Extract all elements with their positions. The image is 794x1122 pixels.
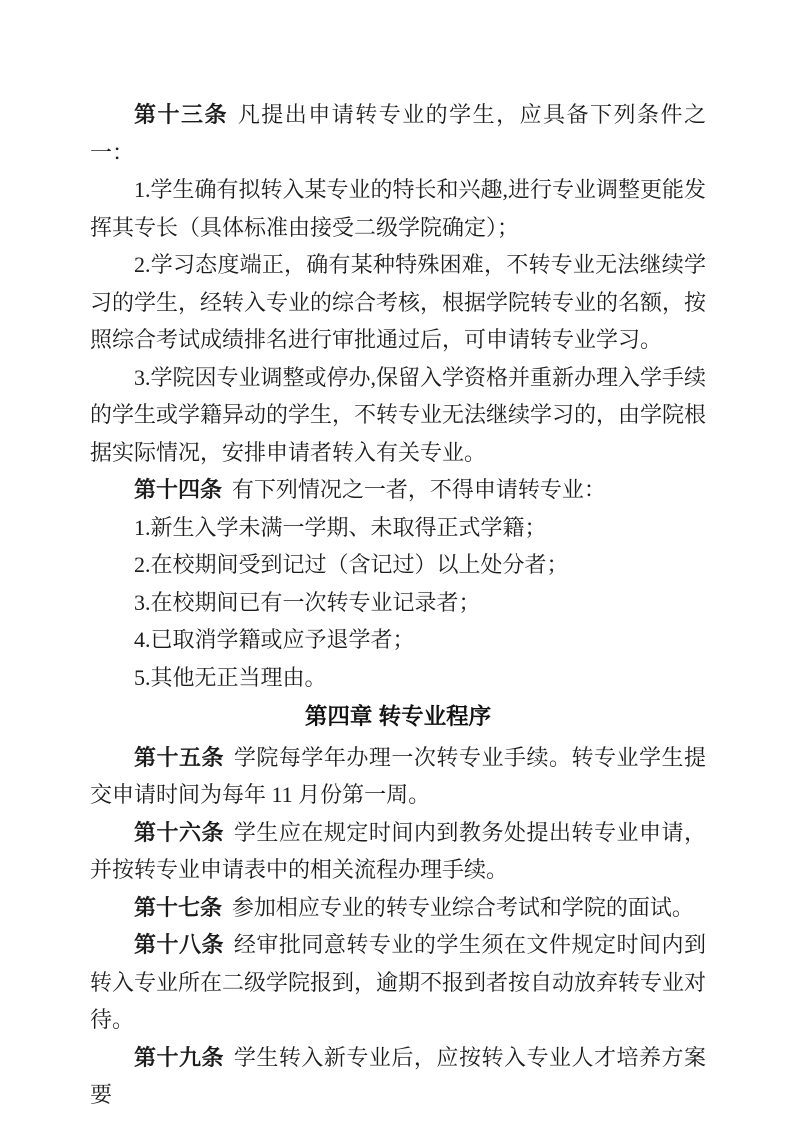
item-text: 5.其他无正当理由。 xyxy=(134,664,327,690)
item-text: 2.在校期间受到记过（含记过）以上处分者； xyxy=(134,552,569,577)
list-item-paragraph xyxy=(90,584,706,622)
list-item-paragraph xyxy=(90,509,706,547)
article-number: 第十三条 xyxy=(134,102,228,127)
article-number: 第十九条 xyxy=(134,1044,225,1070)
article-number: 第十六条 xyxy=(134,819,225,845)
list-item-paragraph xyxy=(90,659,706,697)
article-paragraph xyxy=(90,96,706,171)
article-paragraph xyxy=(90,471,706,509)
list-item-paragraph xyxy=(90,246,706,359)
article-paragraph xyxy=(90,814,706,889)
article-text: 学院每学年办理一次转专业手续。转专业学生提交申请时间为每年 11 月份第一周。 xyxy=(90,744,706,807)
article-paragraph xyxy=(90,889,706,927)
item-text: 3.在校期间已有一次转专业记录者； xyxy=(134,589,481,615)
chapter-heading: 第四章 转专业程序 xyxy=(304,704,492,729)
item-text: 2.学习态度端正，确有某种特殊困难，不转专业无法继续学习的学生，经转入专业的综合考核，根据学院转专业的名额，按照综合考试成绩排名进行审批通过后，可申请转专业学习。 xyxy=(90,252,707,352)
article-text: 凡提出申请转专业的学生，应具备下列条件之一： xyxy=(90,102,706,165)
article-number: 第十四条 xyxy=(134,477,223,502)
article-paragraph xyxy=(90,926,706,1039)
article-text: 有下列情况之一者，不得申请转专业： xyxy=(231,477,606,502)
article-paragraph xyxy=(90,739,706,814)
document-body xyxy=(90,96,706,1114)
item-text: 1.新生入学未满一学期、未取得正式学籍； xyxy=(134,514,547,540)
article-paragraph xyxy=(90,1039,706,1114)
item-text: 4.已取消学籍或应予退学者； xyxy=(134,627,415,652)
article-text: 学生应在规定时间内到教务处提出转专业申请，并按转专业申请表中的相关流程办理手续。 xyxy=(90,819,706,882)
list-item-paragraph xyxy=(90,621,706,659)
article-text: 经审批同意转专业的学生须在文件规定时间内到转入专业所在二级学院报到，逾期不报到者按自动放弃转专业对待。 xyxy=(90,932,707,1032)
list-item-paragraph xyxy=(90,171,706,246)
article-number: 第十八条 xyxy=(134,932,225,957)
article-number: 第十五条 xyxy=(134,744,225,770)
list-item-paragraph xyxy=(90,359,706,472)
item-text: 3.学院因专业调整或停办,保留入学资格并重新办理入学手续的学生或学籍异动的学生，不转专业无法继续学习的，由学院根据实际情况，安排申请者转入有关专业。 xyxy=(90,364,707,465)
article-text: 学生转入新专业后，应按转入专业人才培养方案要 xyxy=(90,1044,706,1107)
item-text: 1.学生确有拟转入某专业的特长和兴趣,进行专业调整更能发挥其专长（具体标准由接受二级学院确定）； xyxy=(90,177,707,240)
list-item-paragraph xyxy=(90,546,706,584)
article-text: 参加相应专业的转专业综合考试和学院的面试。 xyxy=(231,894,694,920)
article-number: 第十七条 xyxy=(134,894,223,920)
